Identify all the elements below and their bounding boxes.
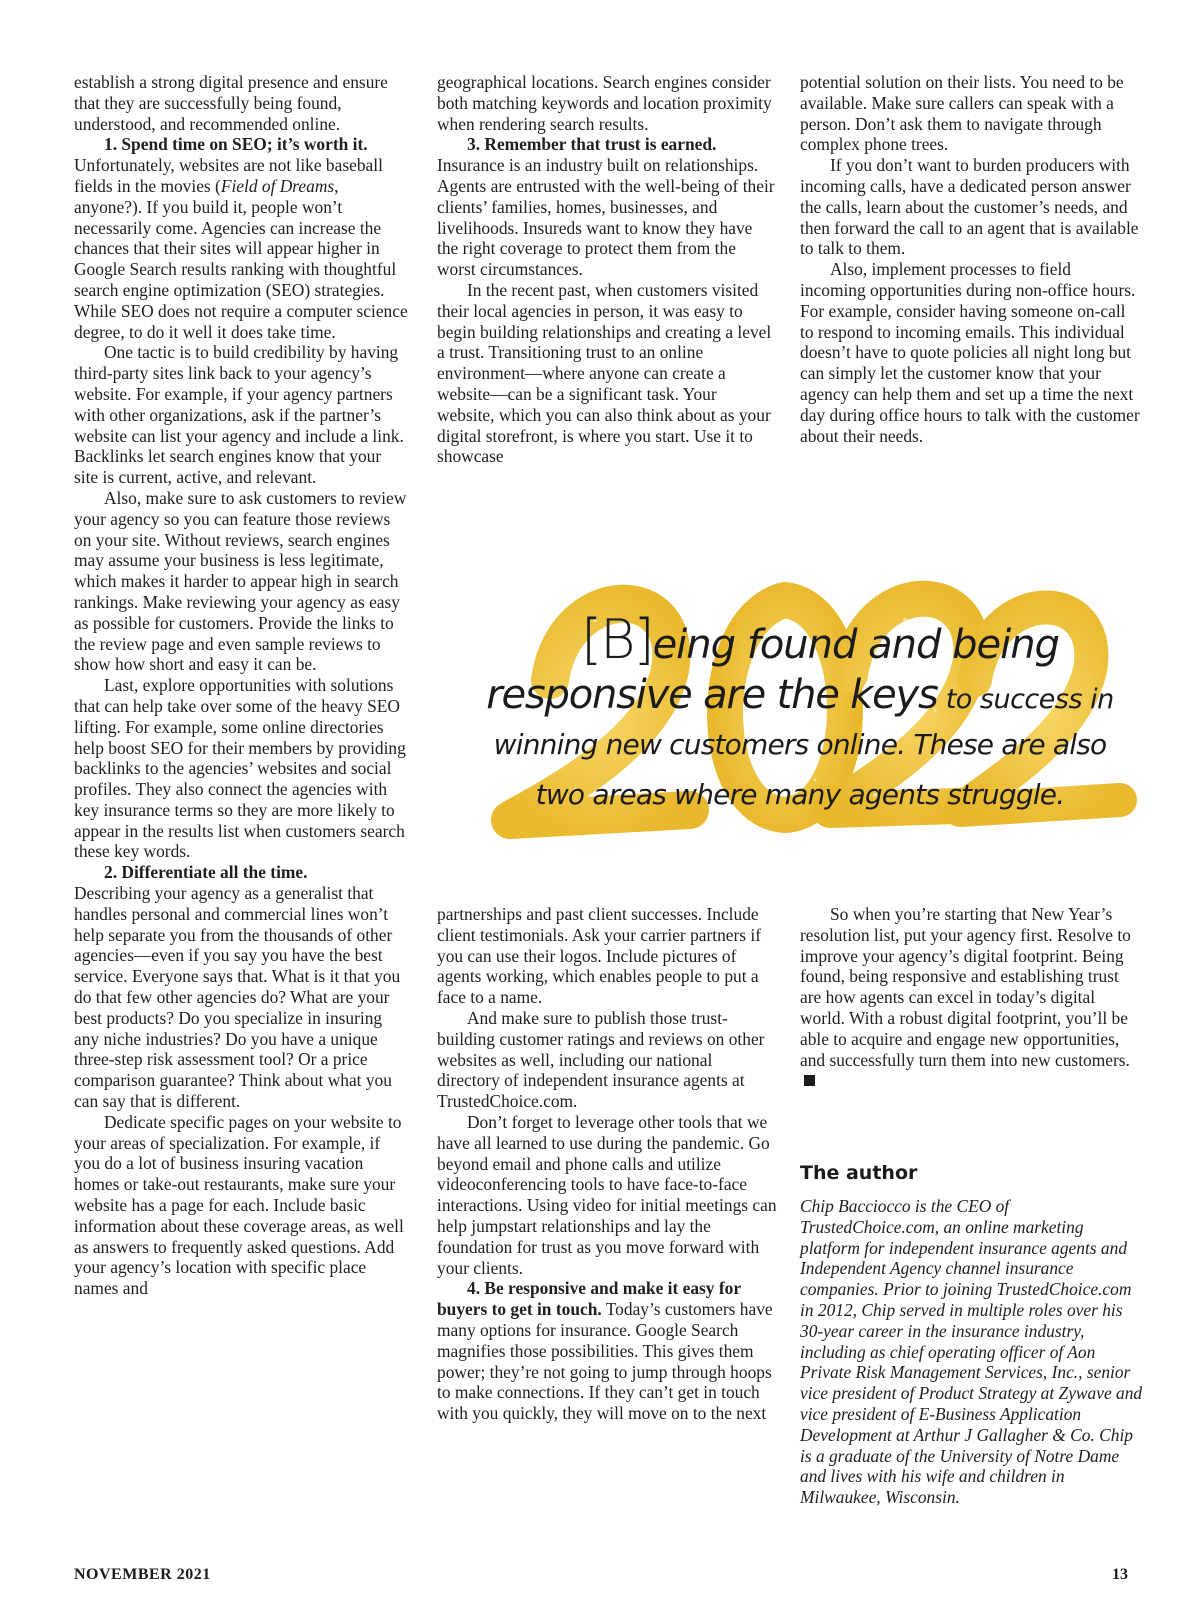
paragraph: Also, make sure to ask customers to review your agency so you can feature those reviews on your site. Without reviews, search engines may assume your business is less legitimate, which makes it harder to appear high in search rankings. Make reviewing your agency as easy as possible for customers. Provide the links to the review page and even sample reviews to show how short and easy it can be. bbox=[74, 487, 407, 675]
paragraph: partnerships and past client successes. Include client testimonials. Ask your carrier partners if you can use their logos. Include pictures of agents working, which enables people to put a face to a name. bbox=[437, 904, 762, 1008]
paragraph: potential solution on their lists. You need to be available. Make sure callers can speak with a person. Don’t ask them to navigate through complex phone trees. bbox=[800, 72, 1124, 155]
footer-issue-date: NOVEMBER 2021 bbox=[74, 1566, 211, 1583]
paragraph: If you don’t want to burden producers with incoming calls, have a dedicated person answer the calls, learn about the customer’s needs, and then forward the call to an agent that is available to talk to them. bbox=[800, 155, 1139, 259]
paragraph: Last, explore opportunities with solutions that can help take over some of the heavy SEO lifting. For example, some online directories help boost SEO for their members by providing backlinks to the agencies’ websites and social profiles. They also connect the agencies with key insurance terms so they are more likely to appear in the results list when customers search these key words. bbox=[74, 675, 406, 862]
paragraph-trust: 3. Remember that trust is earned. Insurance is an industry built on relationships. Agents are entrusted with the well-being of their clients’ families, homes, businesses, and livelihoods. Insureds want to know they have the right coverage to protect them from the worst circumstances. bbox=[437, 134, 775, 280]
article-column-3-bottom bbox=[800, 904, 1140, 1091]
footer-page-number: 13 bbox=[1112, 1566, 1128, 1583]
subheading-differentiate: 2. Differentiate all the time. bbox=[104, 862, 308, 883]
paragraph: establish a strong digital presence and ensure that they are successfully being found, understood, and recommended online. bbox=[74, 72, 388, 134]
paragraph: Describing your agency as a generalist that handles personal and commercial lines won’t help separate you from the thousands of other agencies—even if you say you have the best service. Everyone says that. What is it that you do that few other agencies do? What are your best products? Do you specialize in insuring any niche industries? Do you have a unique three-step risk assessment tool? Or a price comparison guarantee? Think about what you can say that is different. bbox=[74, 883, 401, 1112]
subheading-seo: 1. Spend time on SEO; it’s worth it. bbox=[104, 134, 368, 155]
article-column-2-bottom bbox=[437, 904, 777, 1424]
pull-quote bbox=[455, 560, 1145, 860]
paragraph-conclusion: So when you’re starting that New Year’s resolution list, put your agency first. Resolve to improve your agency’s digital footprint. Being found, being responsive and establishing trust are how agents can excel in today’s digital world. With a robust digital footprint, you’ll be able to acquire and engage new opportunities, and successfully turn them into new customers. bbox=[800, 904, 1140, 1091]
article-column-2-top bbox=[437, 72, 777, 467]
author-heading: The author bbox=[800, 1162, 918, 1184]
paragraph: And make sure to publish those trust-building customer ratings and reviews on other websites as well, including our national directory of independent insurance agents at TrustedChoice.com. bbox=[437, 1007, 765, 1112]
pull-quote-line-4: two areas where many agents struggle. bbox=[535, 778, 1065, 811]
paragraph: One tactic is to build credibility by having third-party sites link back to your agency’s website. For example, if your agency partners with other organizations, ask if the partner’s website can list your agency and include a link. Backlinks let search engines know that your site is current, active, and relevant. bbox=[74, 342, 404, 488]
paragraph: In the recent past, when customers visited their local agencies in person, it was easy to begin building relationships and creating a level a trust. Transitioning trust to an online environment—where anyone can create a website—can be a significant task. Your website, which you can also think about as your digital storefront, is where you start. Use it to showcase bbox=[437, 279, 772, 467]
paragraph: Also, implement processes to field incoming opportunities during non-office hours. For example, consider having someone on-call to respond to incoming emails. This individual doesn’t have to quote policies all night long but can simply let the customer know that your agency can help them and set up a time the next day during office hours to talk with the customer about their needs. bbox=[800, 259, 1140, 446]
author-bio: Chip Bacciocco is the CEO of TrustedChoice.com, an online marketing platform for independent insurance agents and Independent Agency channel insurance companies. Prior to joining TrustedChoice.com in 2012, Chip served in multiple roles over his 30-year career in the insurance industry, including as chief operating officer of Aon Private Risk Management Services, Inc., senior vice president of Product Strategy at Zywave and vice president of E-Business Application Development at Arthur J Gallagher & Co. Chip is a graduate of the University of Notre Dame and lives with his wife and children in Milwaukee, Wisconsin. bbox=[800, 1196, 1143, 1508]
article-column-3-top bbox=[800, 72, 1140, 446]
paragraph: Don’t forget to leverage other tools that we have all learned to use during the pandemic. Go beyond email and phone calls and utilize videoconferencing tools to have face-to-face interactions. Using video for initial meetings can help jumpstart relationships and lay the foundation for trust as you move forward with your clients. bbox=[437, 1111, 777, 1278]
pull-quote-line-3: winning new customers online. These are also bbox=[493, 728, 1107, 761]
paragraph: Dedicate specific pages on your website to your areas of specialization. For example, if you do a lot of business insuring vacation homes or take-out restaurants, make sure your website has a page for each. Include basic information about these coverage areas, as well as answers to frequently asked questions. Add your agency’s location with specific place names and bbox=[74, 1111, 404, 1299]
paragraph-seo: 1. Spend time on SEO; it’s worth it. Unfortunately, websites are not like baseball fields in the movies (Field of Dreams, anyone?). If you build it, people won’t necessarily come. Agencies can increase the chances that their sites will appear higher in Google Search results ranking with thoughtful search engine optimization (SEO) strategies. While SEO does not require a computer science degree, to do it well it does take time. bbox=[74, 134, 408, 342]
pull-quote-line-1: [B]eing found and being bbox=[581, 608, 1059, 671]
subheading-trust: 3. Remember that trust is earned. bbox=[467, 134, 717, 155]
paragraph-responsive: 4. Be responsive and make it easy for buyers to get in touch. Today’s customers have many options for insurance. Google Search magnifies those possibilities. This gives them power; they’re not going to jump through hoops to make connections. If they can’t get in touch with you quickly, they will move on to the next bbox=[437, 1278, 773, 1424]
subheading-responsive: 4. Be responsive and make it easy for buyers to get in touch. bbox=[437, 1278, 741, 1320]
end-mark-icon bbox=[804, 1075, 815, 1086]
paragraph: geographical locations. Search engines consider both matching keywords and location proximity when rendering search results. bbox=[437, 72, 772, 134]
pull-quote-line-2: responsive are the keys to success in bbox=[486, 672, 1114, 718]
article-column-1 bbox=[74, 72, 409, 1299]
